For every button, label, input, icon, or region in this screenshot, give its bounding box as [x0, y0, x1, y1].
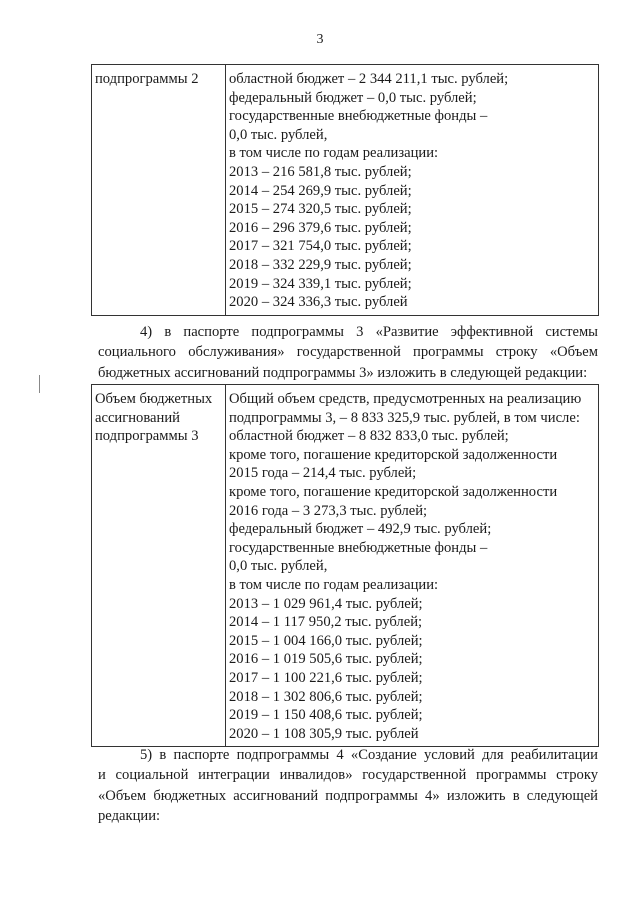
cell-text-line: государственные внебюджетные фонды – [229, 108, 488, 125]
cell-text-line: кроме того, погашение кредиторской задолженности [229, 446, 558, 463]
cell-text-line: 2016 года – 3 273,3 тыс. рублей; [229, 502, 428, 519]
cell-text-line: 2015 – 274 320,5 тыс. рублей; [229, 201, 412, 218]
paragraph-line: 4) в паспорте подпрограммы 3 «Развитие эффективной системы [140, 324, 598, 340]
cell-text-line: 2016 – 1 019 505,6 тыс. рублей; [229, 651, 423, 668]
cell-text-line: 2019 – 1 150 408,6 тыс. рублей; [229, 707, 423, 724]
paragraph-line: 5) в паспорте подпрограммы 4 «Создание условий для реабилитации [140, 747, 598, 763]
paragraph-line: редакции: [98, 808, 161, 825]
cell-text-line: 2015 – 1 004 166,0 тыс. рублей; [229, 632, 423, 649]
cell-text-line: областной бюджет – 8 832 833,0 тыс. рублей; [229, 428, 509, 445]
cell-text-line: 2013 – 216 581,8 тыс. рублей; [229, 163, 412, 180]
row-value-cell [226, 65, 599, 316]
cell-text-line: 2014 – 1 117 950,2 тыс. рублей; [229, 614, 423, 631]
paragraph-line: и социальной интеграции инвалидов» государственной программы строку [98, 767, 598, 784]
cell-text-line: 2016 – 296 379,6 тыс. рублей; [229, 219, 412, 236]
cell-text-line: в том числе по годам реализации: [229, 576, 439, 593]
cell-text-line: Общий объем средств, предусмотренных на реализацию [229, 391, 582, 407]
cell-text-line: 2019 – 324 339,1 тыс. рублей; [229, 275, 412, 292]
cell-text-line: подпрограммы 3, – 8 833 325,9 тыс. рублей, в том числе: [229, 409, 580, 426]
cell-text-line: в том числе по годам реализации: [229, 145, 439, 162]
paragraph-line: бюджетных ассигнований подпрограммы 3» изложить в следующей редакции: [98, 364, 588, 381]
table-row [92, 385, 599, 747]
cell-text-line: кроме того, погашение кредиторской задолженности [229, 483, 558, 500]
cell-text-line: областной бюджет – 2 344 211,1 тыс. рублей; [229, 71, 509, 87]
cell-text-line: подпрограммы 2 [95, 71, 199, 87]
cell-text-line: Объем бюджетных [95, 391, 213, 407]
cell-text-line: ассигнований [95, 409, 180, 426]
row-label-cell [92, 385, 226, 747]
cell-text-line: государственные внебюджетные фонды – [229, 539, 488, 556]
cell-text-line: федеральный бюджет – 0,0 тыс. рублей; [229, 89, 477, 106]
cell-text-line: 2014 – 254 269,9 тыс. рублей; [229, 182, 412, 199]
cell-text-line: 2015 года – 214,4 тыс. рублей; [229, 465, 417, 482]
cell-text-line: 2017 – 321 754,0 тыс. рублей; [229, 238, 412, 255]
subprogram-2-funding-table [91, 64, 599, 316]
margin-mark [39, 375, 43, 393]
cell-text-line: 2020 – 1 108 305,9 тыс. рублей [229, 725, 419, 742]
cell-text-line: 2020 – 324 336,3 тыс. рублей [229, 294, 408, 311]
cell-text-line: 2013 – 1 029 961,4 тыс. рублей; [229, 595, 423, 612]
subprogram-3-funding-table [91, 384, 599, 747]
cell-text-line: 0,0 тыс. рублей, [229, 558, 328, 575]
paragraph-4 [98, 322, 598, 383]
cell-text-line: подпрограммы 3 [95, 428, 199, 445]
paragraph-line: «Объем бюджетных ассигнований подпрограммы 4» изложить в следующей [98, 787, 598, 804]
row-label-cell [92, 65, 226, 316]
cell-text-line: 2018 – 332 229,9 тыс. рублей; [229, 256, 412, 273]
cell-text-line: 2018 – 1 302 806,6 тыс. рублей; [229, 688, 423, 705]
cell-text-line: федеральный бюджет – 492,9 тыс. рублей; [229, 521, 492, 538]
paragraph-5 [98, 745, 598, 827]
paragraph-line: социального обслуживания» государственной программы строку «Объем [98, 344, 598, 361]
page-number: 3 [316, 32, 324, 47]
table-row [92, 65, 599, 316]
cell-text-line: 0,0 тыс. рублей, [229, 126, 328, 143]
cell-text-line: 2017 – 1 100 221,6 тыс. рублей; [229, 669, 423, 686]
row-value-cell [226, 385, 599, 747]
